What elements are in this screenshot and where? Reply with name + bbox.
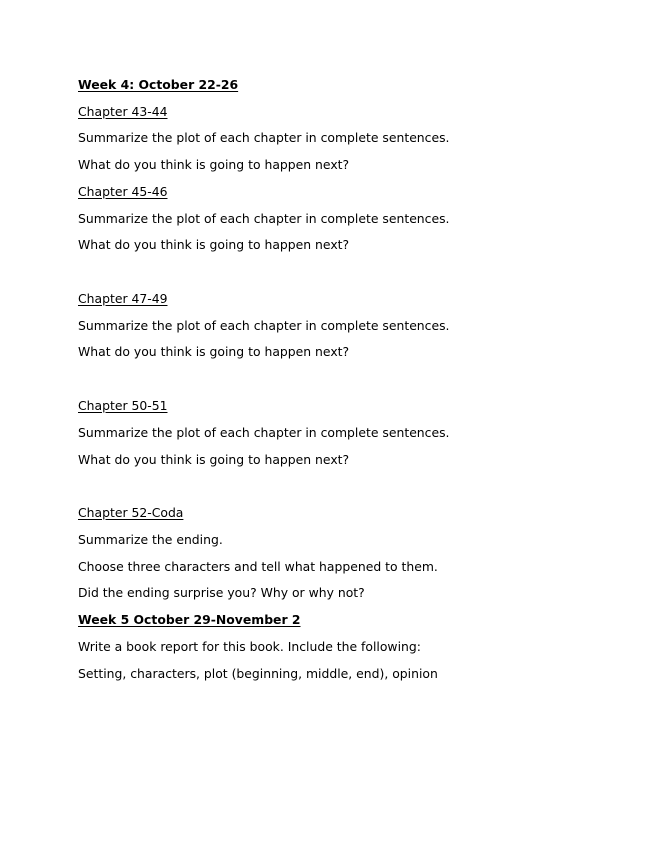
chapter-50-51-prompt-predict: What do you think is going to happen next? xyxy=(78,452,350,467)
week-4-heading: Week 4: October 22-26 xyxy=(78,77,239,92)
chapter-43-44-prompt-summarize: Summarize the plot of each chapter in complete sentences. xyxy=(78,130,450,145)
chapter-50-51-heading: Chapter 50-51 xyxy=(78,398,168,413)
chapter-45-46-heading: Chapter 45-46 xyxy=(78,184,168,199)
chapter-47-49-prompt-summarize: Summarize the plot of each chapter in complete sentences. xyxy=(78,318,450,333)
week-5-book-report-instruction: Write a book report for this book. Include the following: xyxy=(78,639,421,654)
week-5-book-report-elements: Setting, characters, plot (beginning, middle, end), opinion xyxy=(78,666,438,681)
chapter-52-coda-prompt-summarize-ending: Summarize the ending. xyxy=(78,532,223,547)
chapter-43-44-heading: Chapter 43-44 xyxy=(78,104,168,119)
chapter-52-coda-prompt-characters: Choose three characters and tell what happened to them. xyxy=(78,559,438,574)
chapter-52-coda-heading: Chapter 52-Coda xyxy=(78,505,184,520)
chapter-43-44-prompt-predict: What do you think is going to happen next? xyxy=(78,157,350,172)
chapter-45-46-prompt-summarize: Summarize the plot of each chapter in complete sentences. xyxy=(78,211,450,226)
chapter-50-51-prompt-summarize: Summarize the plot of each chapter in complete sentences. xyxy=(78,425,450,440)
chapter-45-46-prompt-predict: What do you think is going to happen next? xyxy=(78,237,350,252)
chapter-47-49-prompt-predict: What do you think is going to happen next? xyxy=(78,344,350,359)
chapter-47-49-heading: Chapter 47-49 xyxy=(78,291,168,306)
week-5-heading: Week 5 October 29-November 2 xyxy=(78,612,301,627)
chapter-52-coda-prompt-surprise: Did the ending surprise you? Why or why not? xyxy=(78,585,365,600)
